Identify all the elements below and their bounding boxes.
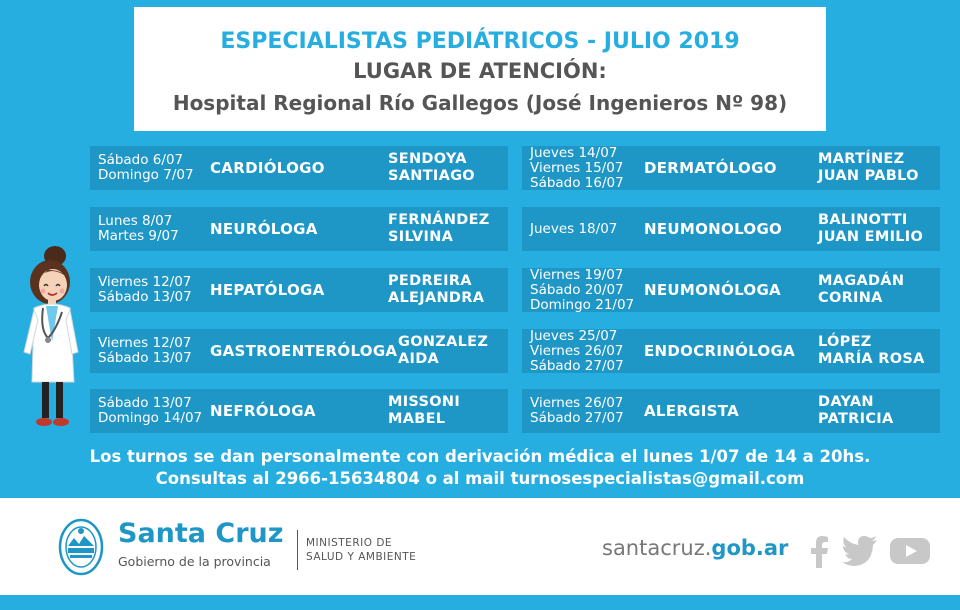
row-specialty: ALERGISTA xyxy=(644,402,740,420)
row-dates: Jueves 14/07 Viernes 15/07 Sábado 16/07 xyxy=(530,144,624,191)
schedule-row xyxy=(522,268,940,312)
row-specialty: ENDOCRINÓLOGA xyxy=(644,342,796,360)
row-specialty: NEURÓLOGA xyxy=(210,220,318,238)
row-dates: Viernes 26/07 Sábado 27/07 xyxy=(530,395,624,426)
row-doctor: MAGADÁN CORINA xyxy=(818,273,905,306)
schedule-row xyxy=(90,329,508,373)
row-dates: Jueves 18/07 xyxy=(530,220,618,237)
row-doctor: FERNÁNDEZ SILVINA xyxy=(388,212,490,245)
header-box xyxy=(134,7,826,131)
schedule-row xyxy=(522,389,940,433)
twitter-icon[interactable] xyxy=(842,536,878,566)
schedule-row xyxy=(522,146,940,190)
row-doctor: LÓPEZ MARÍA ROSA xyxy=(818,334,925,367)
row-dates: Sábado 13/07 Domingo 14/07 xyxy=(98,395,203,426)
divider xyxy=(297,530,298,570)
row-dates: Jueves 25/07 Viernes 26/07 Sábado 27/07 xyxy=(530,327,624,374)
website-link[interactable]: santacruz.gob.ar xyxy=(602,536,789,560)
info-line-appointments: Los turnos se dan personalmente con derivación médica el lunes 1/07 de 14 a 20hs. xyxy=(89,447,871,466)
facebook-icon[interactable] xyxy=(810,536,830,568)
schedule-row xyxy=(522,207,940,251)
row-doctor: GONZALEZ AIDA xyxy=(398,334,489,367)
row-dates: Sábado 6/07 Domingo 7/07 xyxy=(98,152,194,183)
row-dates: Lunes 8/07 Martes 9/07 xyxy=(98,213,179,244)
brand-name: Santa Cruz xyxy=(118,518,284,549)
row-dates: Viernes 12/07 Sábado 13/07 xyxy=(98,274,192,305)
row-dates: Viernes 19/07 Sábado 20/07 Domingo 21/07 xyxy=(530,266,635,313)
page-title: ESPECIALISTAS PEDIÁTRICOS - JULIO 2019 xyxy=(220,29,740,54)
doctor-illustration xyxy=(18,242,90,430)
ministry-label: MINISTERIO DE SALUD Y AMBIENTE xyxy=(306,537,417,563)
bottom-stripe xyxy=(0,595,960,610)
row-dates: Viernes 12/07 Sábado 13/07 xyxy=(98,335,192,366)
brand-subtitle: Gobierno de la provincia xyxy=(118,554,271,569)
schedule-row xyxy=(90,268,508,312)
row-specialty: HEPATÓLOGA xyxy=(210,281,325,299)
row-doctor: DAYAN PATRICIA xyxy=(818,394,894,427)
schedule-row xyxy=(90,207,508,251)
row-specialty: NEUMONÓLOGA xyxy=(644,281,781,299)
row-doctor: MARTÍNEZ JUAN PABLO xyxy=(818,151,919,184)
row-specialty: NEFRÓLOGA xyxy=(210,402,316,420)
schedule-row xyxy=(90,146,508,190)
row-doctor: BALINOTTI JUAN EMILIO xyxy=(818,212,924,245)
location: Hospital Regional Río Gallegos (José Ingenieros Nº 98) xyxy=(172,91,788,115)
youtube-icon[interactable] xyxy=(890,536,930,566)
page-subtitle: LUGAR DE ATENCIÓN: xyxy=(353,59,607,83)
row-doctor: PEDREIRA ALEJANDRA xyxy=(388,273,485,306)
footer xyxy=(0,498,960,595)
info-line-contact: Consultas al 2966-15634804 o al mail turnosespecialistas@gmail.com xyxy=(155,469,805,488)
row-doctor: MISSONI MABEL xyxy=(388,394,461,427)
schedule-row xyxy=(522,329,940,373)
row-specialty: CARDIÓLOGO xyxy=(210,159,325,177)
row-specialty: NEUMONOLOGO xyxy=(644,220,783,238)
schedule-row xyxy=(90,389,508,433)
row-doctor: SENDOYA SANTIAGO xyxy=(388,151,475,184)
row-specialty: DERMATÓLOGO xyxy=(644,159,777,177)
province-seal-icon xyxy=(58,518,104,576)
row-specialty: GASTROENTERÓLOGA xyxy=(210,342,398,360)
